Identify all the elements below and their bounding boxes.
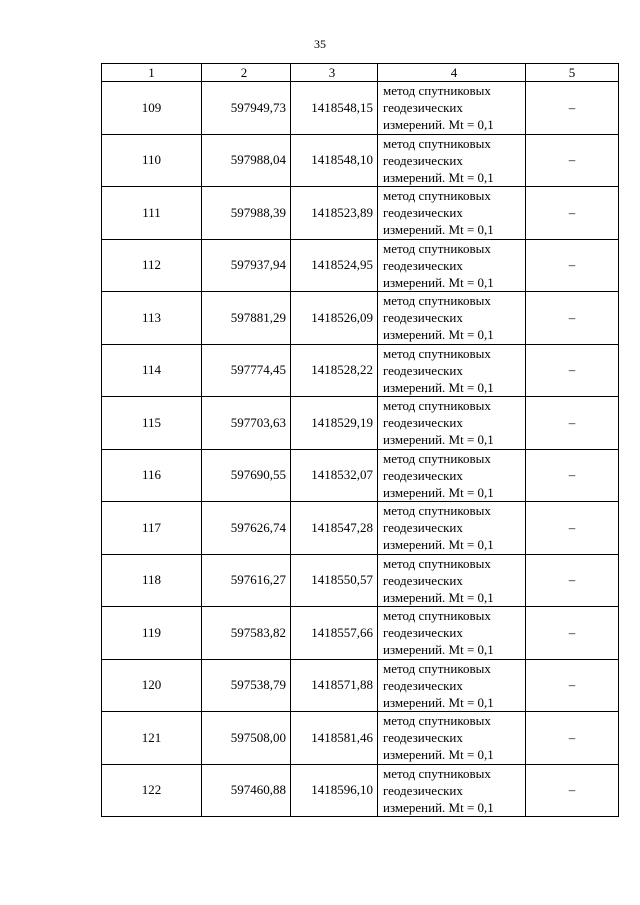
table-row — [102, 607, 619, 660]
method-line: геодезических — [383, 310, 463, 326]
method-line: метод спутниковых — [383, 555, 491, 571]
method-line: измерений. Mt = 0,1 — [383, 642, 494, 658]
y-coordinate-cell: 1418548,10 — [291, 134, 378, 187]
note-cell: – — [526, 82, 619, 135]
method-line: метод спутниковых — [383, 765, 491, 781]
method-line: метод спутниковых — [383, 83, 491, 99]
x-coordinate-cell: 597949,73 — [202, 82, 291, 135]
note-cell: – — [526, 712, 619, 765]
y-coordinate-cell: 1418596,10 — [291, 764, 378, 817]
method-line: метод спутниковых — [383, 660, 491, 676]
method-cell — [378, 239, 526, 292]
y-coordinate-cell: 1418548,15 — [291, 82, 378, 135]
method-cell — [378, 712, 526, 765]
method-line: метод спутниковых — [383, 398, 491, 414]
method-line: геодезических — [383, 677, 463, 693]
method-line: геодезических — [383, 362, 463, 378]
y-coordinate-cell: 1418550,57 — [291, 554, 378, 607]
table-row — [102, 659, 619, 712]
note-cell: – — [526, 764, 619, 817]
method-line: измерений. Mt = 0,1 — [383, 222, 494, 238]
method-line: измерений. Mt = 0,1 — [383, 432, 494, 448]
point-number-cell: 111 — [102, 187, 202, 240]
column-header-2: 2 — [202, 64, 291, 82]
x-coordinate-cell: 597988,04 — [202, 134, 291, 187]
method-cell — [378, 187, 526, 240]
method-line: измерений. Mt = 0,1 — [383, 484, 494, 500]
method-cell — [378, 659, 526, 712]
note-cell: – — [526, 502, 619, 555]
column-header-4: 4 — [378, 64, 526, 82]
method-line: геодезических — [383, 572, 463, 588]
method-line: метод спутниковых — [383, 345, 491, 361]
method-line: измерений. Mt = 0,1 — [383, 274, 494, 290]
y-coordinate-cell: 1418581,46 — [291, 712, 378, 765]
method-cell — [378, 134, 526, 187]
point-number-cell: 117 — [102, 502, 202, 555]
note-cell: – — [526, 134, 619, 187]
x-coordinate-cell: 597616,27 — [202, 554, 291, 607]
method-line: геодезических — [383, 520, 463, 536]
x-coordinate-cell: 597583,82 — [202, 607, 291, 660]
table-row — [102, 712, 619, 765]
note-cell: – — [526, 449, 619, 502]
method-cell — [378, 764, 526, 817]
method-line: геодезических — [383, 730, 463, 746]
point-number-cell: 116 — [102, 449, 202, 502]
point-number-cell: 122 — [102, 764, 202, 817]
table-row — [102, 502, 619, 555]
method-cell — [378, 397, 526, 450]
method-line: метод спутниковых — [383, 450, 491, 466]
header-row — [102, 64, 619, 82]
column-header-5: 5 — [526, 64, 619, 82]
table-row — [102, 344, 619, 397]
point-number-cell: 115 — [102, 397, 202, 450]
table-row — [102, 82, 619, 135]
table-row — [102, 764, 619, 817]
note-cell: – — [526, 659, 619, 712]
method-cell — [378, 554, 526, 607]
method-line: метод спутниковых — [383, 188, 491, 204]
x-coordinate-cell: 597988,39 — [202, 187, 291, 240]
method-line: метод спутниковых — [383, 293, 491, 309]
table-row — [102, 239, 619, 292]
method-line: геодезических — [383, 257, 463, 273]
y-coordinate-cell: 1418529,19 — [291, 397, 378, 450]
note-cell: – — [526, 607, 619, 660]
method-line: метод спутниковых — [383, 713, 491, 729]
coordinates-table — [101, 63, 619, 817]
method-cell — [378, 292, 526, 345]
point-number-cell: 118 — [102, 554, 202, 607]
x-coordinate-cell: 597460,88 — [202, 764, 291, 817]
method-line: измерений. Mt = 0,1 — [383, 379, 494, 395]
table-row — [102, 134, 619, 187]
note-cell: – — [526, 187, 619, 240]
method-line: измерений. Mt = 0,1 — [383, 327, 494, 343]
point-number-cell: 112 — [102, 239, 202, 292]
y-coordinate-cell: 1418523,89 — [291, 187, 378, 240]
table-body — [102, 82, 619, 817]
method-cell — [378, 502, 526, 555]
method-line: геодезических — [383, 415, 463, 431]
y-coordinate-cell: 1418532,07 — [291, 449, 378, 502]
method-line: измерений. Mt = 0,1 — [383, 694, 494, 710]
x-coordinate-cell: 597508,00 — [202, 712, 291, 765]
y-coordinate-cell: 1418526,09 — [291, 292, 378, 345]
method-cell — [378, 344, 526, 397]
x-coordinate-cell: 597703,63 — [202, 397, 291, 450]
method-line: геодезических — [383, 152, 463, 168]
x-coordinate-cell: 597774,45 — [202, 344, 291, 397]
point-number-cell: 119 — [102, 607, 202, 660]
method-line: геодезических — [383, 205, 463, 221]
method-line: метод спутниковых — [383, 608, 491, 624]
y-coordinate-cell: 1418571,88 — [291, 659, 378, 712]
table-row — [102, 554, 619, 607]
table-row — [102, 397, 619, 450]
note-cell: – — [526, 344, 619, 397]
method-line: геодезических — [383, 100, 463, 116]
method-line: измерений. Mt = 0,1 — [383, 747, 494, 763]
y-coordinate-cell: 1418528,22 — [291, 344, 378, 397]
y-coordinate-cell: 1418547,28 — [291, 502, 378, 555]
table-row — [102, 449, 619, 502]
point-number-cell: 114 — [102, 344, 202, 397]
method-cell — [378, 607, 526, 660]
method-line: измерений. Mt = 0,1 — [383, 537, 494, 553]
x-coordinate-cell: 597881,29 — [202, 292, 291, 345]
point-number-cell: 110 — [102, 134, 202, 187]
method-line: измерений. Mt = 0,1 — [383, 799, 494, 815]
note-cell: – — [526, 292, 619, 345]
table-row — [102, 292, 619, 345]
x-coordinate-cell: 597937,94 — [202, 239, 291, 292]
method-line: метод спутниковых — [383, 240, 491, 256]
method-line: измерений. Mt = 0,1 — [383, 169, 494, 185]
method-line: метод спутниковых — [383, 135, 491, 151]
note-cell: – — [526, 397, 619, 450]
x-coordinate-cell: 597538,79 — [202, 659, 291, 712]
method-line: измерений. Mt = 0,1 — [383, 589, 494, 605]
method-line: геодезических — [383, 782, 463, 798]
point-number-cell: 109 — [102, 82, 202, 135]
page-number: 35 — [314, 37, 326, 51]
y-coordinate-cell: 1418524,95 — [291, 239, 378, 292]
x-coordinate-cell: 597626,74 — [202, 502, 291, 555]
note-cell: – — [526, 239, 619, 292]
method-cell — [378, 82, 526, 135]
method-line: геодезических — [383, 625, 463, 641]
x-coordinate-cell: 597690,55 — [202, 449, 291, 502]
method-line: измерений. Mt = 0,1 — [383, 117, 494, 133]
point-number-cell: 120 — [102, 659, 202, 712]
method-cell — [378, 449, 526, 502]
table-row — [102, 187, 619, 240]
column-header-3: 3 — [291, 64, 378, 82]
y-coordinate-cell: 1418557,66 — [291, 607, 378, 660]
note-cell: – — [526, 554, 619, 607]
table-header — [102, 64, 619, 82]
method-line: геодезических — [383, 467, 463, 483]
point-number-cell: 113 — [102, 292, 202, 345]
point-number-cell: 121 — [102, 712, 202, 765]
column-header-1: 1 — [102, 64, 202, 82]
method-line: метод спутниковых — [383, 503, 491, 519]
